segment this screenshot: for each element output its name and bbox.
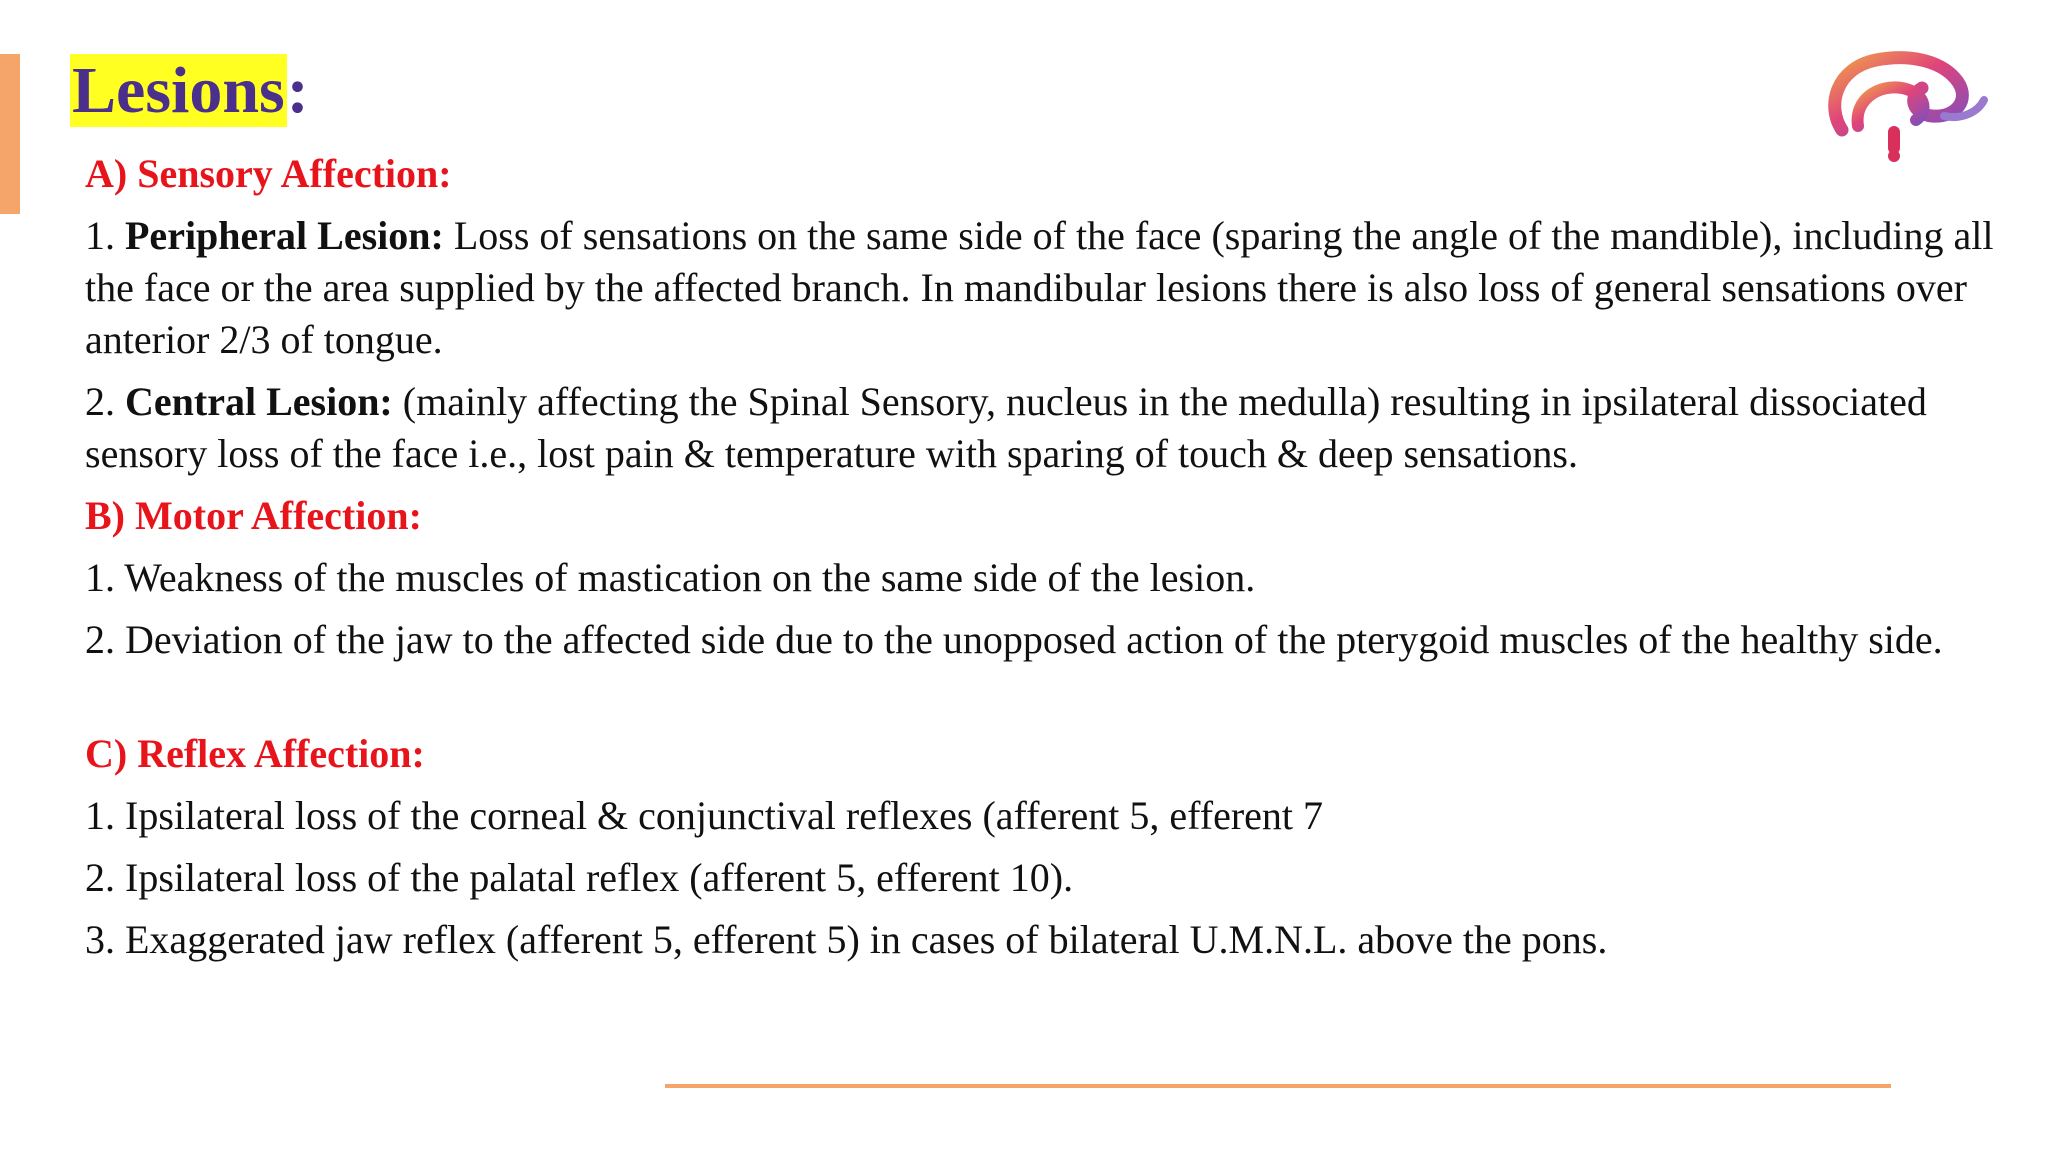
motor-item-1: 1. Weakness of the muscles of mastication on the same side of the lesion. bbox=[85, 555, 1256, 600]
page-title bbox=[70, 52, 309, 130]
sensory-item-1 bbox=[85, 210, 2005, 366]
sensory-item-1-num: 1. bbox=[85, 213, 125, 258]
sensory-item-1-text: Loss of sensations on the same side of the face (sparing the angle of the mandible), including all the face or the area supplied by the affected branch. In mandibular lesions there is also loss of general sensations over anterior 2/3 of tongue. bbox=[85, 213, 1994, 362]
reflex-heading: C) Reflex Affection: bbox=[85, 731, 425, 776]
sensory-item-2-text: (mainly affecting the Spinal Sensory, nucleus in the medulla) resulting in ipsilateral dissociated sensory loss of the face i.e., lost pain & temperature with sparing of touch & deep sensations. bbox=[85, 379, 1927, 476]
sensory-item-1-term: Peripheral Lesion: bbox=[125, 213, 444, 258]
motor-heading: B) Motor Affection: bbox=[85, 493, 422, 538]
section-gap bbox=[85, 676, 2005, 728]
bottom-divider bbox=[665, 1084, 1891, 1088]
motor-item-2: 2. Deviation of the jaw to the affected side due to the unopposed action of the pterygoid muscles of the healthy side. bbox=[85, 617, 1943, 662]
accent-bar bbox=[0, 54, 20, 214]
sensory-heading: A) Sensory Affection: bbox=[85, 151, 452, 196]
reflex-item-2: 2. Ipsilateral loss of the palatal reflex (afferent 5, efferent 10). bbox=[85, 855, 1074, 900]
sensory-item-2-term: Central Lesion: bbox=[125, 379, 393, 424]
title-colon: : bbox=[286, 54, 309, 127]
reflex-item-1: 1. Ipsilateral loss of the corneal & conjunctival reflexes (afferent 5, efferent 7 bbox=[85, 793, 1324, 838]
title-highlight: Lesions bbox=[72, 54, 285, 127]
sensory-item-2 bbox=[85, 376, 2005, 480]
content bbox=[85, 148, 2005, 976]
sensory-item-2-num: 2. bbox=[85, 379, 125, 424]
reflex-item-3: 3. Exaggerated jaw reflex (afferent 5, efferent 5) in cases of bilateral U.M.N.L. above the pons. bbox=[85, 917, 1608, 962]
